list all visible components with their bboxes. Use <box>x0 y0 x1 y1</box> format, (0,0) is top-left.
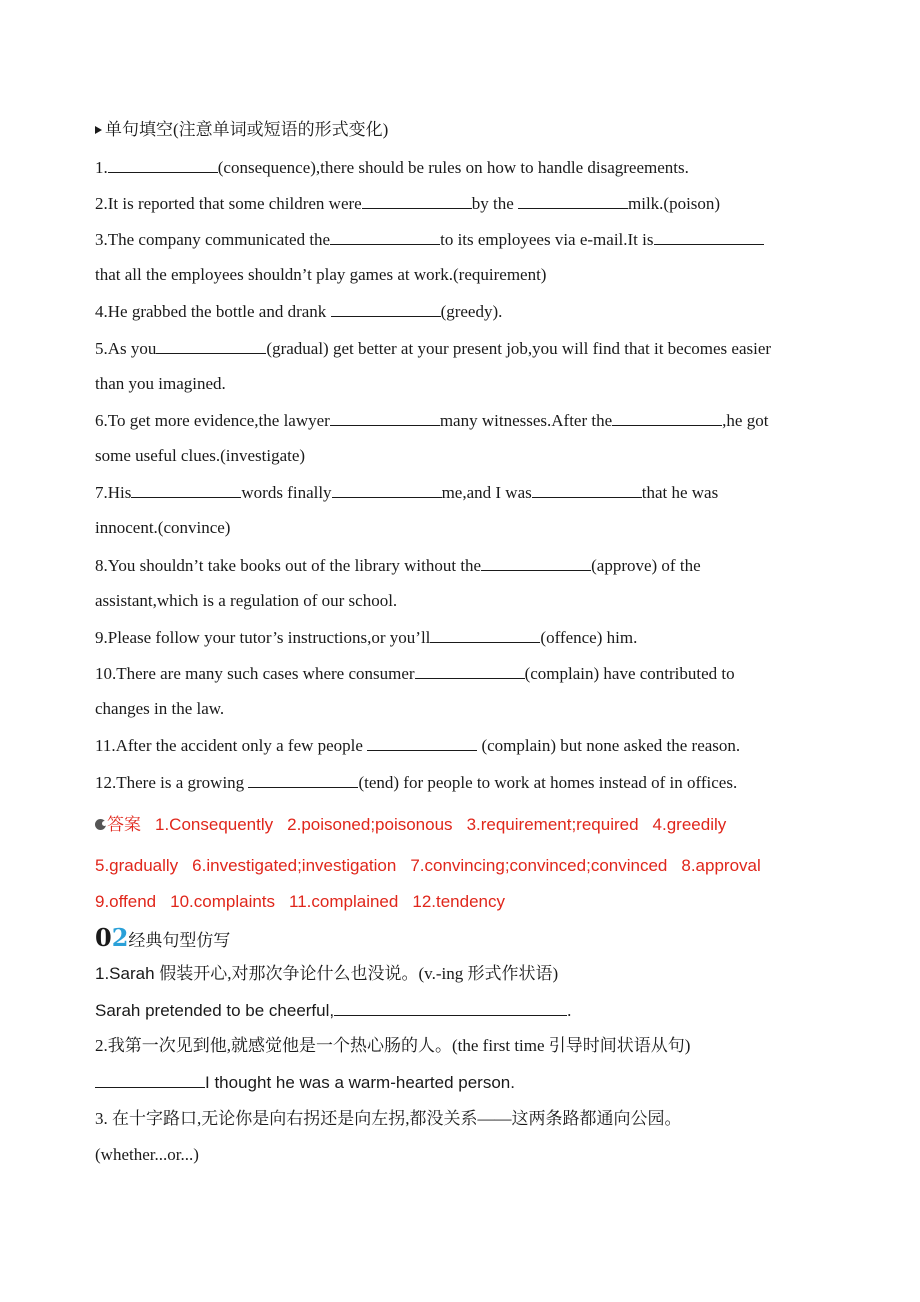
answer-label: 答案 <box>107 815 141 835</box>
answer-blank[interactable] <box>332 482 442 498</box>
rewrite-question-2: 2.我第一次见到他,就感觉他是一个热心肠的人。(the first time 引导时间状语从句) <box>95 1036 691 1055</box>
question-6: 6.To get more evidence,the lawyer many witnesses.After the ,he got <box>95 411 769 430</box>
rewrite-question-3: 3. 在十字路口,无论你是向右拐还是向左拐,都没关系——这两条路都通向公园。 <box>95 1109 682 1128</box>
answer-item: 3.requirement;required <box>466 815 639 834</box>
question-2: 2.It is reported that some children were by the milk.(poison) <box>95 194 721 213</box>
answer-blank[interactable] <box>330 229 440 245</box>
question-5-continued: than you imagined. <box>95 374 226 393</box>
answer-blank[interactable] <box>532 482 642 498</box>
question-5: 5.As you (gradual) get better at your present job,you will find that it becomes easier <box>95 339 772 358</box>
question-8: 8.You shouldn’t take books out of the library without the (approve) of the <box>95 556 701 575</box>
triangle-bullet-icon <box>95 126 102 134</box>
question-6-continued: some useful clues.(investigate) <box>95 446 306 465</box>
answer-blank[interactable] <box>612 410 722 426</box>
answer-blank[interactable] <box>108 157 218 173</box>
answer-item: 8.approval <box>681 856 761 875</box>
answer-item: 7.convincing;convinced;convinced <box>410 856 668 875</box>
answer-blank[interactable] <box>330 410 440 426</box>
question-1: 1. (consequence),there should be rules on how to handle disagreements. <box>95 158 689 177</box>
question-4: 4.He grabbed the bottle and drank (greedy). <box>95 302 503 321</box>
section-heading: 单句填空(注意单词或短语的形式变化) <box>95 120 388 140</box>
answer-blank[interactable] <box>481 555 591 571</box>
answer-blank[interactable] <box>334 1000 567 1016</box>
answer-marker-icon <box>95 819 106 830</box>
answer-blank[interactable] <box>248 772 358 788</box>
answer-item: 9.offend <box>95 892 157 911</box>
answer-item: 1.Consequently <box>155 815 274 834</box>
question-9: 9.Please follow your tutor’s instructions,or you’ll (offence) him. <box>95 628 638 647</box>
question-7: 7.His words finally me,and I was that he was <box>95 483 719 502</box>
answer-item: 6.investigated;investigation <box>192 856 397 875</box>
question-10-continued: changes in the law. <box>95 699 225 718</box>
question-10: 10.There are many such cases where consumer (complain) have contributed to <box>95 664 735 683</box>
answer-item: 10.complaints <box>170 892 276 911</box>
answer-blank[interactable] <box>518 193 628 209</box>
answer-blank[interactable] <box>415 663 525 679</box>
rewrite-question-1: 1.Sarah 假装开心,对那次争论什么也没说。(v.-ing 形式作状语) <box>95 964 559 983</box>
section-2-heading <box>95 925 230 954</box>
answer-item: 12.tendency <box>412 892 505 911</box>
answer-blank[interactable] <box>362 193 472 209</box>
rewrite-answer-1: Sarah pretended to be cheerful, . <box>95 1001 572 1020</box>
section-number: 0 <box>95 923 112 952</box>
answer-line-2 <box>95 856 761 876</box>
rewrite-answer-2: I thought he was a warm-hearted person. <box>95 1072 515 1093</box>
answer-item: 4.greedily <box>652 815 727 834</box>
question-11: 11.After the accident only a few people (complain) but none asked the reason. <box>95 736 741 755</box>
rewrite-question-3-hint: (whether...or...) <box>95 1145 199 1164</box>
question-8-continued: assistant,which is a regulation of our school. <box>95 591 398 610</box>
question-3-continued: that all the employees shouldn’t play games at work.(requirement) <box>95 265 547 284</box>
answer-item: 11.complained <box>289 892 399 911</box>
section-title: 经典句型仿写 <box>128 931 231 950</box>
question-12: 12.There is a growing (tend) for people to work at homes instead of in offices. <box>95 773 738 792</box>
answer-line-3 <box>95 892 505 912</box>
question-7-continued: innocent.(convince) <box>95 518 231 537</box>
answer-blank[interactable] <box>331 301 441 317</box>
section-number: 2 <box>111 923 129 952</box>
question-3: 3.The company communicated the to its employees via e-mail.It is <box>95 229 764 250</box>
answer-blank[interactable] <box>367 735 477 751</box>
answer-blank[interactable] <box>654 229 764 245</box>
answer-blank[interactable] <box>430 627 540 643</box>
answer-blank[interactable] <box>131 482 241 498</box>
answer-line-1 <box>95 815 726 835</box>
answer-blank[interactable] <box>156 338 266 354</box>
answer-item: 2.poisoned;poisonous <box>287 815 453 834</box>
answer-item: 5.gradually <box>95 856 179 875</box>
answer-blank[interactable] <box>95 1072 205 1088</box>
